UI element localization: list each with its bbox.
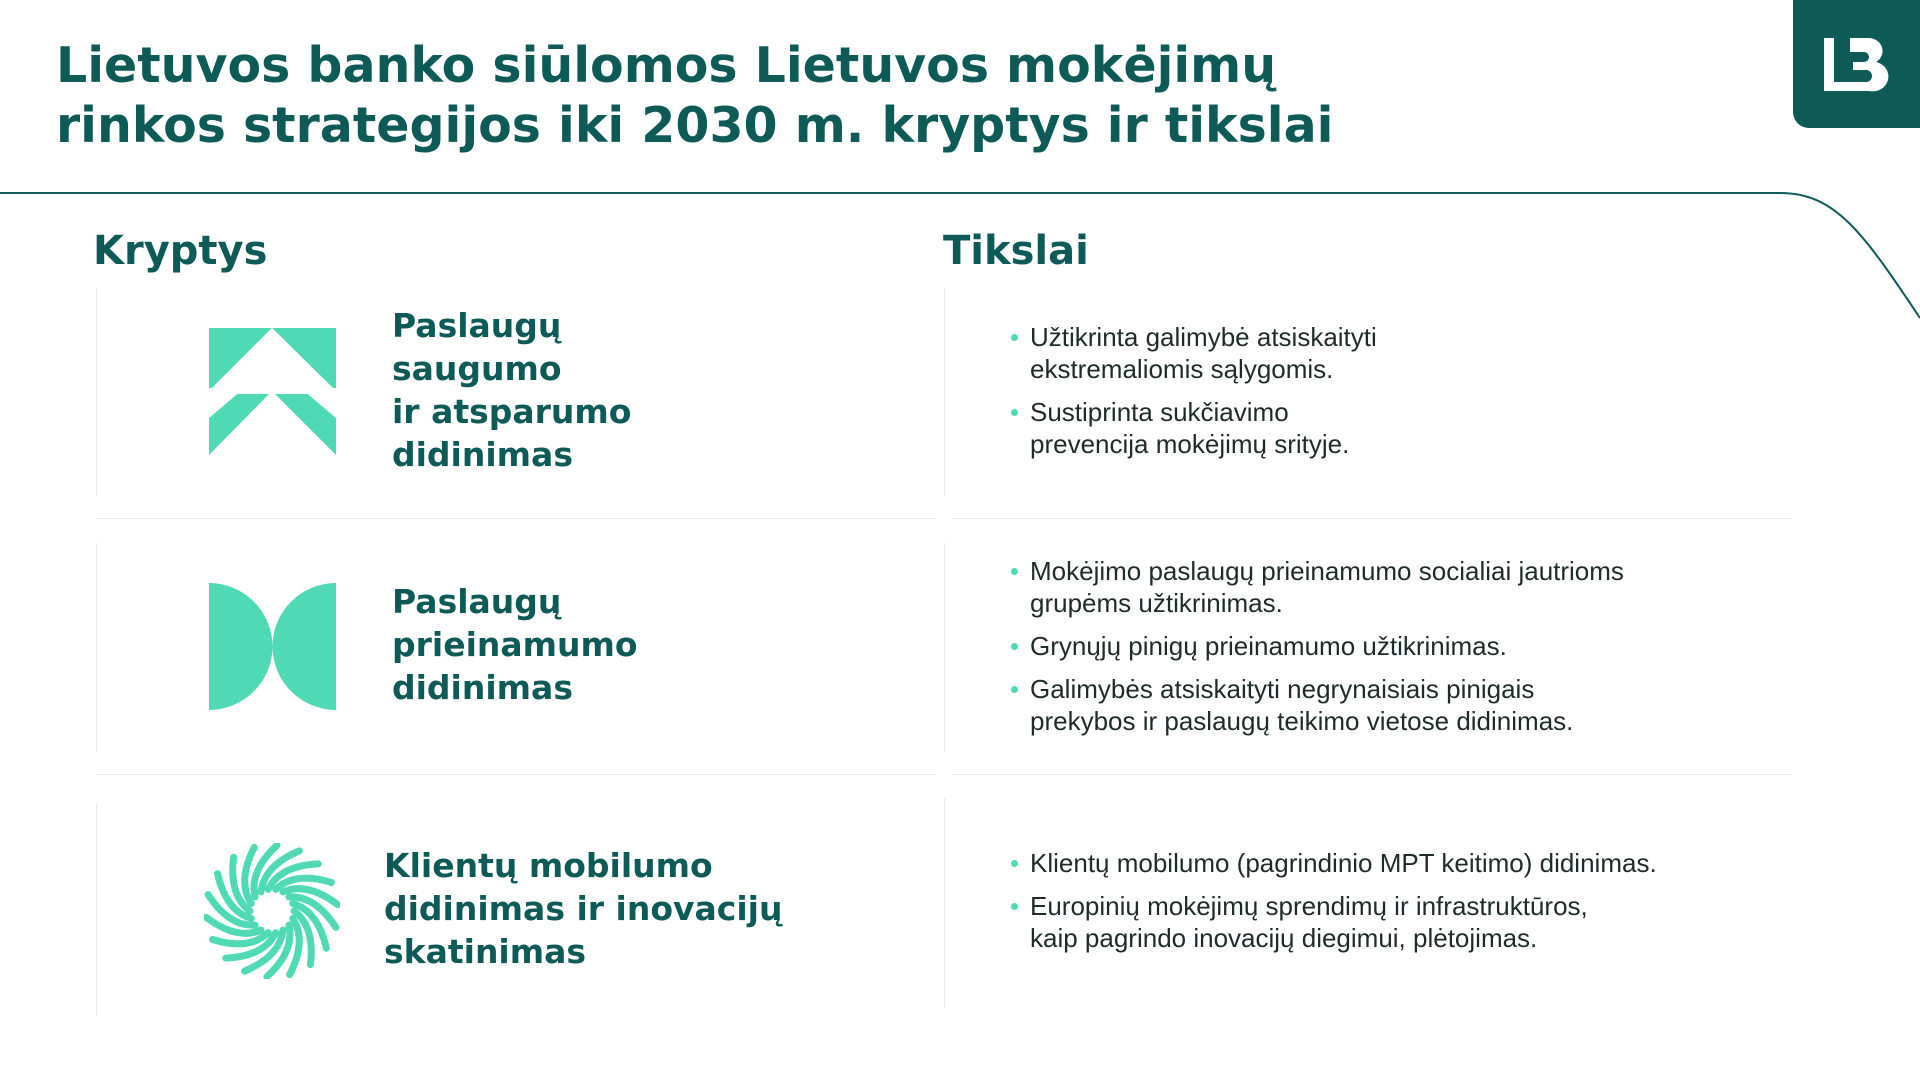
direction-2-name-line: prieinamumo [392,625,638,664]
direction-2-name-line: Paslaugų [392,582,562,621]
goal-line: grupėms užtikrinimas. [1030,588,1283,618]
goal-line: Grynųjų pinigų prieinamumo užtikrinimas. [1030,631,1507,661]
goal-line: prevencija mokėjimų srityje. [1030,429,1350,459]
direction-3-name-line: Klientų mobilumo [384,846,713,885]
title-line-1: Lietuvos banko siūlomos Lietuvos mokėjimų [56,37,1277,94]
direction-1-goals [1003,321,1377,471]
direction-1-name [392,304,631,476]
direction-3-name-line: didinimas ir inovacijų [384,889,783,928]
page-title [56,36,1616,156]
direction-2-name-line: didinimas [392,668,573,707]
direction-2-goals [1003,555,1624,748]
direction-3-goals [1003,847,1657,965]
goal-line: Europinių mokėjimų sprendimų ir infrastruktūros, [1030,891,1588,921]
goal-line: Užtikrinta galimybė atsiskaityti [1030,322,1377,352]
lb-logo [1793,0,1920,128]
half-circles-icon [209,583,336,710]
direction-1-name-line: didinimas [392,435,573,474]
direction-3-name-line: skatinimas [384,932,587,971]
goal-item [1003,847,1657,879]
row-2-left-border [96,543,97,751]
direction-2-name [392,580,638,709]
direction-1-name-line: ir atsparumo [392,392,632,431]
direction-3-name [384,844,782,973]
direction-1-name-line: saugumo [392,349,562,388]
goal-line: Klientų mobilumo (pagrindinio MPT keitimo) didinimas. [1030,848,1657,878]
goal-line: Galimybės atsiskaityti negrynaisiais pinigais [1030,674,1535,704]
goal-item [1003,673,1624,737]
row-2-right-border [944,543,945,751]
goal-item [1003,890,1657,954]
goal-line: Sustiprinta sukčiavimo [1030,397,1289,427]
row-3-right-border [944,798,945,1008]
goal-item [1003,555,1624,619]
row-3-left-border [96,804,97,1016]
goal-line: ekstremaliomis sąlygomis. [1030,354,1334,384]
row-2-divider-left [96,774,936,775]
title-line-2: rinkos strategijos iki 2030 m. kryptys ir tikslai [56,97,1334,154]
goal-item [1003,396,1377,460]
goal-item [1003,321,1377,385]
goal-item [1003,630,1624,662]
goal-line: Mokėjimo paslaugų prieinamumo socialiai jautrioms [1030,556,1624,586]
goal-line: kaip pagrindo inovacijų diegimui, plėtojimas. [1030,923,1538,953]
goal-line: prekybos ir paslaugų teikimo vietose didinimas. [1030,706,1574,736]
chevron-shield-icon [209,328,336,455]
row-2-divider-right [952,774,1792,775]
direction-1-name-line: Paslaugų [392,306,562,345]
row-1-divider-right [952,518,1792,519]
row-1-right-border [944,288,945,496]
kryptys-heading: Kryptys [93,228,268,274]
row-1-left-border [96,288,97,496]
swirl-icon [204,843,340,979]
row-1-divider-left [96,518,936,519]
tikslai-heading: Tikslai [943,228,1089,274]
lb-logo-mark [1820,32,1894,96]
